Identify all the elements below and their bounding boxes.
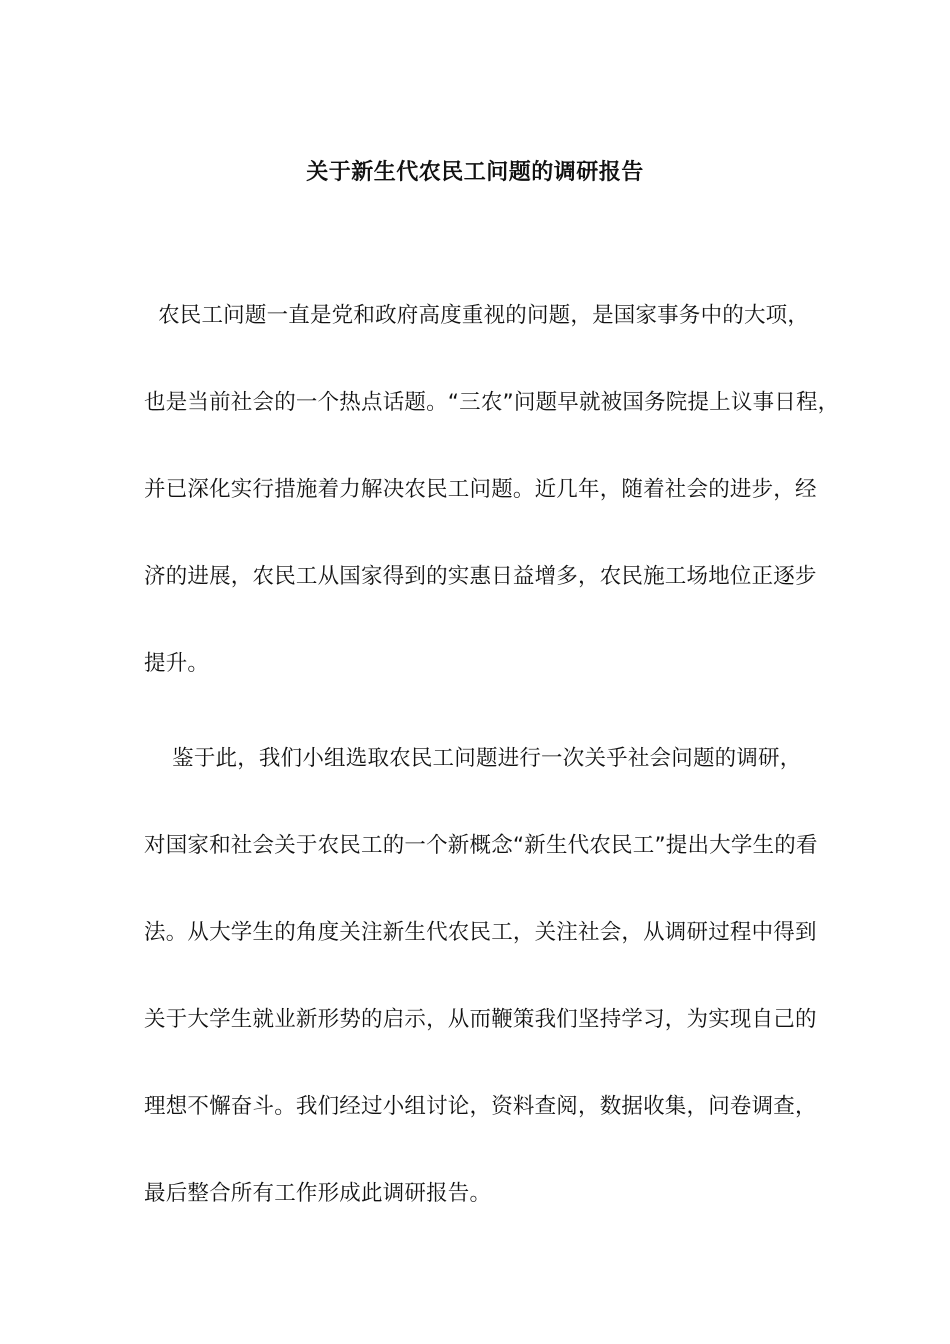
paragraph-1-line-1: 农民工问题一直是党和政府高度重视的问题，是国家事务中的大项， (144, 303, 810, 328)
paragraph-2-line-5: 理想不懈奋斗。我们经过小组讨论，资料查阅，数据收集，问卷调查， (144, 1094, 817, 1119)
paragraph-2-line-4: 关于大学生就业新形势的启示，从而鞭策我们坚持学习，为实现自己的 (144, 1007, 817, 1032)
paragraph-2-line-6: 最后整合所有工作形成此调研报告。 (144, 1181, 492, 1206)
paragraph-2-line-1: 鉴于此，我们小组选取农民工问题进行一次关乎社会问题的调研， (144, 746, 802, 771)
paragraph-2-line-3: 法。从大学生的角度关注新生代农民工，关注社会，从调研过程中得到 (144, 920, 817, 945)
paragraph-2-line-2: 对国家和社会关于农民工的一个新概念“新生代农民工”提出大学生的看 (144, 833, 818, 858)
paragraph-1-line-4: 济的进展，农民工从国家得到的实惠日益增多，农民施工场地位正逐步 (144, 564, 817, 589)
paragraph-1-line-5: 提升。 (144, 651, 210, 676)
paragraph-1-line-2: 也是当前社会的一个热点话题。“三农”问题早就被国务院提上议事日程， (144, 390, 840, 415)
paragraph-1-line-3: 并已深化实行措施着力解决农民工问题。近几年，随着社会的进步，经 (144, 477, 817, 502)
document-title: 关于新生代农民工问题的调研报告 (306, 160, 644, 185)
